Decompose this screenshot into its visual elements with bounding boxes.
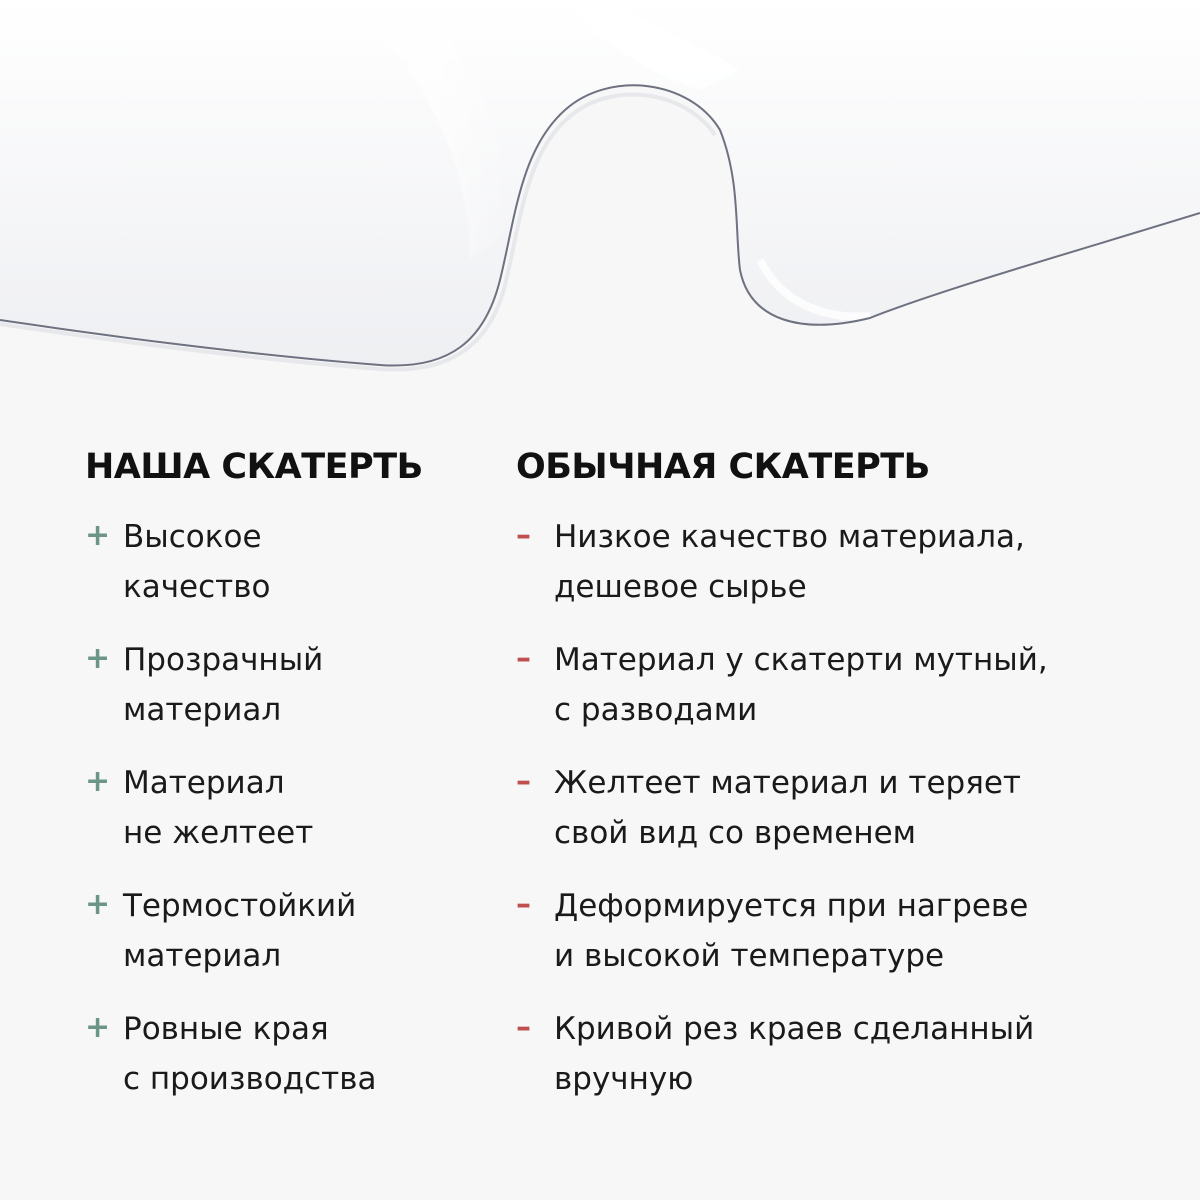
minus-icon: – [516,641,531,676]
advantage-item [85,881,485,1004]
plus-icon: + [85,887,111,922]
disadvantage-text: Кривой рез краев сделанный вручную [554,1011,1035,1097]
disadvantage-text: Материал у скатерти мутный, с разводами [554,642,1048,728]
plus-icon: + [85,764,111,799]
advantage-text: Высокое качество [123,519,271,605]
minus-icon: – [516,518,531,553]
minus-icon: – [516,764,531,799]
disadvantage-item [516,635,1156,758]
plus-icon: + [85,641,111,676]
our-tablecloth-column [85,440,485,1127]
plus-icon: + [85,518,111,553]
minus-icon: – [516,887,531,922]
minus-icon: – [516,1010,531,1045]
disadvantage-text: Желтеет материал и теряет свой вид со временем [554,765,1021,851]
disadvantages-list [516,512,1156,1127]
regular-tablecloth-column [516,440,1156,1127]
disadvantage-item [516,1004,1156,1127]
disadvantage-text: Деформируется при нагреве и высокой температуре [554,888,1029,974]
advantage-item [85,635,485,758]
disadvantage-text: Низкое качество материала, дешевое сырье [554,519,1025,605]
advantage-item [85,1004,485,1127]
tablecloth-image [0,0,1200,400]
tablecloth-illustration [0,0,1200,400]
advantage-text: Прозрачный материал [123,642,324,728]
disadvantage-item [516,758,1156,881]
advantage-item [85,512,485,635]
advantage-text: Ровные края с производства [123,1011,377,1097]
advantage-text: Термостойкий материал [123,888,357,974]
advantage-text: Материал не желтеет [123,765,314,851]
advantages-list [85,512,485,1127]
regular-tablecloth-heading: ОБЫЧНАЯ СКАТЕРТЬ [516,447,930,487]
advantage-item [85,758,485,881]
disadvantage-item [516,512,1156,635]
disadvantage-item [516,881,1156,1004]
plus-icon: + [85,1010,111,1045]
our-tablecloth-heading: НАША СКАТЕРТЬ [85,447,423,487]
